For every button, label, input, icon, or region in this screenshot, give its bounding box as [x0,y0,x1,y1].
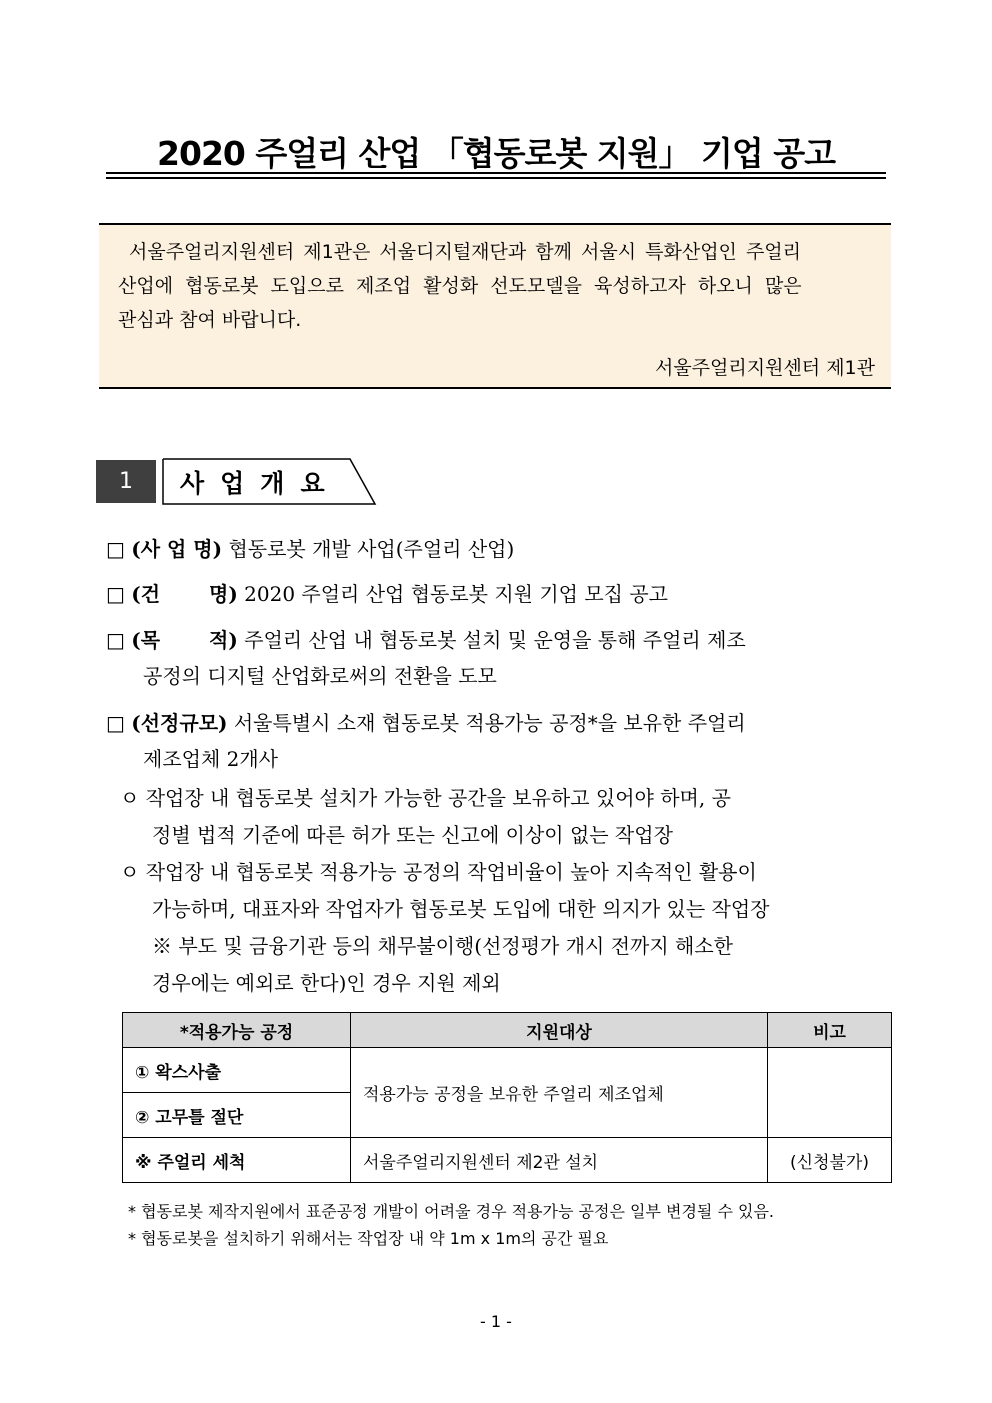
bullet-workspace [120,782,731,811]
item-purpose-cont: 공정의 디지털 산업화로써의 전환을 도모 [143,664,497,688]
bullet-text: 작업장 내 협동로봇 적용가능 공정의 작업비율이 높아 지속적인 활용이 [145,860,757,884]
table-cell-process: ※ 주얼리 세척 [123,1138,351,1183]
table-cell-note [768,1048,892,1138]
table-row [123,1138,892,1183]
notice-line-3: 관심과 참여 바랍니다. [118,309,302,331]
table-cell-target: 적용가능 공정을 보유한 주얼리 제조업체 [351,1048,768,1138]
table-header: 지원대상 [351,1013,768,1048]
checkbox-mark: □ [106,582,125,606]
table-cell-process: ② 고무틀 절단 [123,1093,351,1138]
item-subject [106,578,668,607]
footnote-2: * 협동로봇을 설치하기 위해서는 작업장 내 약 1m x 1m의 공간 필요 [128,1229,609,1248]
notice-box [99,223,891,389]
notice-line-1: 서울주얼리지원센터 제1관은 서울디지털재단과 함께 서울시 특화산업인 주얼리 [129,241,802,263]
checkbox-mark: □ [106,537,125,561]
item-selection-scale-cont: 제조업체 2개사 [143,747,279,771]
bullet-ratio-cont: 가능하며, 대표자와 작업자가 협동로봇 도입에 대한 의지가 있는 작업장 [152,897,770,921]
item-label: (목 적) [131,628,238,652]
item-label: (사 업 명) [131,537,223,561]
title-underline-bottom [106,177,886,179]
item-text: 서울특별시 소재 협동로봇 적용가능 공정*을 보유한 주얼리 [233,711,746,735]
page-number: - 1 - [480,1312,512,1331]
notice-line-2: 산업에 협동로봇 도입으로 제조업 활성화 선도모델을 육성하고자 하오니 많은 [118,275,802,297]
footnote-1: * 협동로봇 제작지원에서 표준공정 개발이 어려울 경우 적용가능 공정은 일부 변경될 수 있음. [128,1202,774,1221]
bullet-text: 작업장 내 협동로봇 설치가 가능한 공간을 보유하고 있어야 하며, 공 [145,786,731,810]
item-text: 협동로봇 개발 사업(주얼리 산업) [228,537,515,561]
item-text: 주얼리 산업 내 협동로봇 설치 및 운영을 통해 주얼리 제조 [244,628,746,652]
item-project-name [106,533,514,562]
item-purpose [106,624,746,653]
bullet-mark: ㅇ [120,860,140,884]
process-table [122,1012,892,1183]
title-underline-top [106,172,886,174]
remark-line-1: ※ 부도 및 금융기관 등의 채무불이행(선정평가 개시 전까지 해소한 [152,934,733,958]
section-title: 사업개요 [180,469,341,498]
table-row [123,1048,892,1093]
document-title: 2020 주얼리 산업 「협동로봇 지원」 기업 공고 [157,134,835,173]
table-header-row [123,1013,892,1048]
table-cell-process: ① 왁스사출 [123,1048,351,1093]
section-number: 1 [96,460,156,503]
checkbox-mark: □ [106,711,125,735]
table-cell-note: (신청불가) [768,1138,892,1183]
table-cell-target: 서울주얼리지원센터 제2관 설치 [351,1138,768,1183]
item-text: 2020 주얼리 산업 협동로봇 지원 기업 모집 공고 [244,582,668,606]
table-header: 비고 [768,1013,892,1048]
notice-signature: 서울주얼리지원센터 제1관 [654,357,875,379]
bullet-ratio [120,856,757,885]
checkbox-mark: □ [106,628,125,652]
item-label: (건 명) [131,582,238,606]
item-selection-scale [106,707,746,736]
remark-line-2: 경우에는 예외로 한다)인 경우 지원 제외 [152,971,501,995]
table-header: *적용가능 공정 [123,1013,351,1048]
bullet-workspace-cont: 정별 법적 기준에 따른 허가 또는 신고에 이상이 없는 작업장 [152,823,673,847]
item-label: (선정규모) [131,711,228,735]
bullet-mark: ㅇ [120,786,140,810]
